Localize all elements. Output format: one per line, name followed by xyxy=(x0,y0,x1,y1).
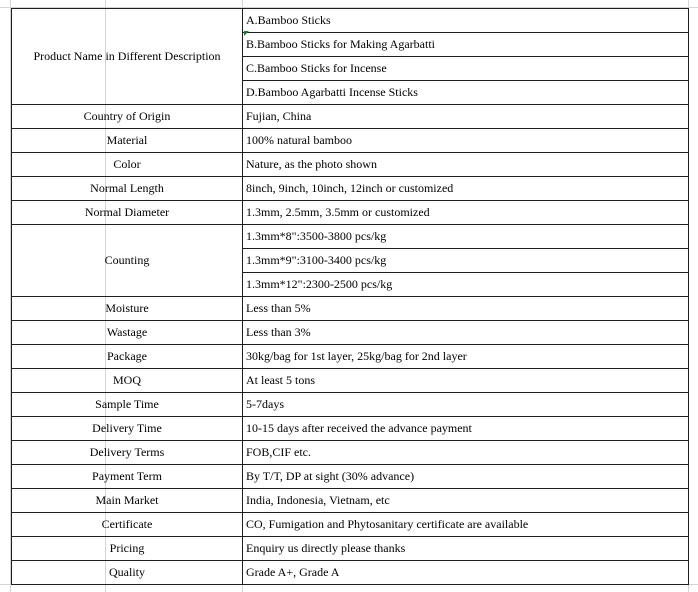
spec-label-cell[interactable]: MOQ xyxy=(12,369,243,393)
spec-value-cell[interactable]: C.Bamboo Sticks for Incense xyxy=(243,57,689,81)
table-row xyxy=(12,345,689,369)
spec-label-cell[interactable]: Country of Origin xyxy=(12,105,243,129)
spec-label-cell[interactable]: Delivery Terms xyxy=(12,441,243,465)
table-row xyxy=(12,321,689,345)
table-row xyxy=(12,105,689,129)
spec-label-cell[interactable]: Package xyxy=(12,345,243,369)
spec-label-cell[interactable]: Moisture xyxy=(12,297,243,321)
spec-label-cell[interactable]: Normal Diameter xyxy=(12,201,243,225)
spec-value-cell[interactable]: B.Bamboo Sticks for Making Agarbatti xyxy=(243,33,689,57)
table-row xyxy=(12,537,689,561)
spec-label-cell[interactable]: Color xyxy=(12,153,243,177)
table-row xyxy=(12,441,689,465)
spec-value-cell[interactable]: By T/T, DP at sight (30% advance) xyxy=(243,465,689,489)
spec-value-cell[interactable]: Nature, as the photo shown xyxy=(243,153,689,177)
spec-value-cell[interactable]: Fujian, China xyxy=(243,105,689,129)
spec-label-cell[interactable]: Quality xyxy=(12,561,243,585)
spec-label-cell[interactable]: Delivery Time xyxy=(12,417,243,441)
spec-label-cell[interactable]: Material xyxy=(12,129,243,153)
table-row xyxy=(12,225,689,249)
table-row xyxy=(12,9,689,33)
spec-value-cell[interactable]: Grade A+, Grade A xyxy=(243,561,689,585)
table-row xyxy=(12,561,689,585)
spec-label-cell[interactable]: Certificate xyxy=(12,513,243,537)
table-row xyxy=(12,393,689,417)
spec-value-cell[interactable]: 30kg/bag for 1st layer, 25kg/bag for 2nd layer xyxy=(243,345,689,369)
table-row xyxy=(12,369,689,393)
cell-comment-indicator xyxy=(244,31,249,36)
spec-label-cell[interactable]: Payment Term xyxy=(12,465,243,489)
spec-value-cell[interactable]: 1.3mm*12":2300-2500 pcs/kg xyxy=(243,273,689,297)
spec-value-cell[interactable]: D.Bamboo Agarbatti Incense Sticks xyxy=(243,81,689,105)
table-row xyxy=(12,201,689,225)
spec-value-cell[interactable]: Enquiry us directly please thanks xyxy=(243,537,689,561)
spec-value-cell[interactable]: India, Indonesia, Vietnam, etc xyxy=(243,489,689,513)
spec-label-cell[interactable]: Sample Time xyxy=(12,393,243,417)
table-row xyxy=(12,297,689,321)
spec-value-cell[interactable]: 5-7days xyxy=(243,393,689,417)
spec-label-cell[interactable]: Product Name in Different Description xyxy=(12,9,243,105)
spec-label-cell[interactable]: Main Market xyxy=(12,489,243,513)
spec-label-cell[interactable]: Counting xyxy=(12,225,243,297)
table-row xyxy=(12,513,689,537)
spec-value-cell[interactable]: 10-15 days after received the advance payment xyxy=(243,417,689,441)
spec-value-cell[interactable]: 100% natural bamboo xyxy=(243,129,689,153)
table-row xyxy=(12,129,689,153)
product-spec-table xyxy=(11,8,689,585)
spec-value-cell[interactable]: 1.3mm*8":3500-3800 pcs/kg xyxy=(243,225,689,249)
spec-value-cell[interactable]: Less than 5% xyxy=(243,297,689,321)
spec-value-cell[interactable]: 1.3mm*9":3100-3400 pcs/kg xyxy=(243,249,689,273)
spec-label-cell[interactable]: Wastage xyxy=(12,321,243,345)
table-row xyxy=(12,489,689,513)
spec-value-cell[interactable]: Less than 3% xyxy=(243,321,689,345)
spec-value-cell[interactable]: At least 5 tons xyxy=(243,369,689,393)
table-row xyxy=(12,417,689,441)
table-row xyxy=(12,153,689,177)
spec-label-cell[interactable]: Pricing xyxy=(12,537,243,561)
spec-value-cell[interactable]: A.Bamboo Sticks xyxy=(243,9,689,33)
table-row xyxy=(12,177,689,201)
spec-value-cell[interactable]: 1.3mm, 2.5mm, 3.5mm or customized xyxy=(243,201,689,225)
spec-value-cell[interactable]: 8inch, 9inch, 10inch, 12inch or customized xyxy=(243,177,689,201)
spec-value-cell[interactable]: FOB,CIF etc. xyxy=(243,441,689,465)
table-row xyxy=(12,465,689,489)
spec-value-cell[interactable]: CO, Fumigation and Phytosanitary certificate are available xyxy=(243,513,689,537)
spec-label-cell[interactable]: Normal Length xyxy=(12,177,243,201)
